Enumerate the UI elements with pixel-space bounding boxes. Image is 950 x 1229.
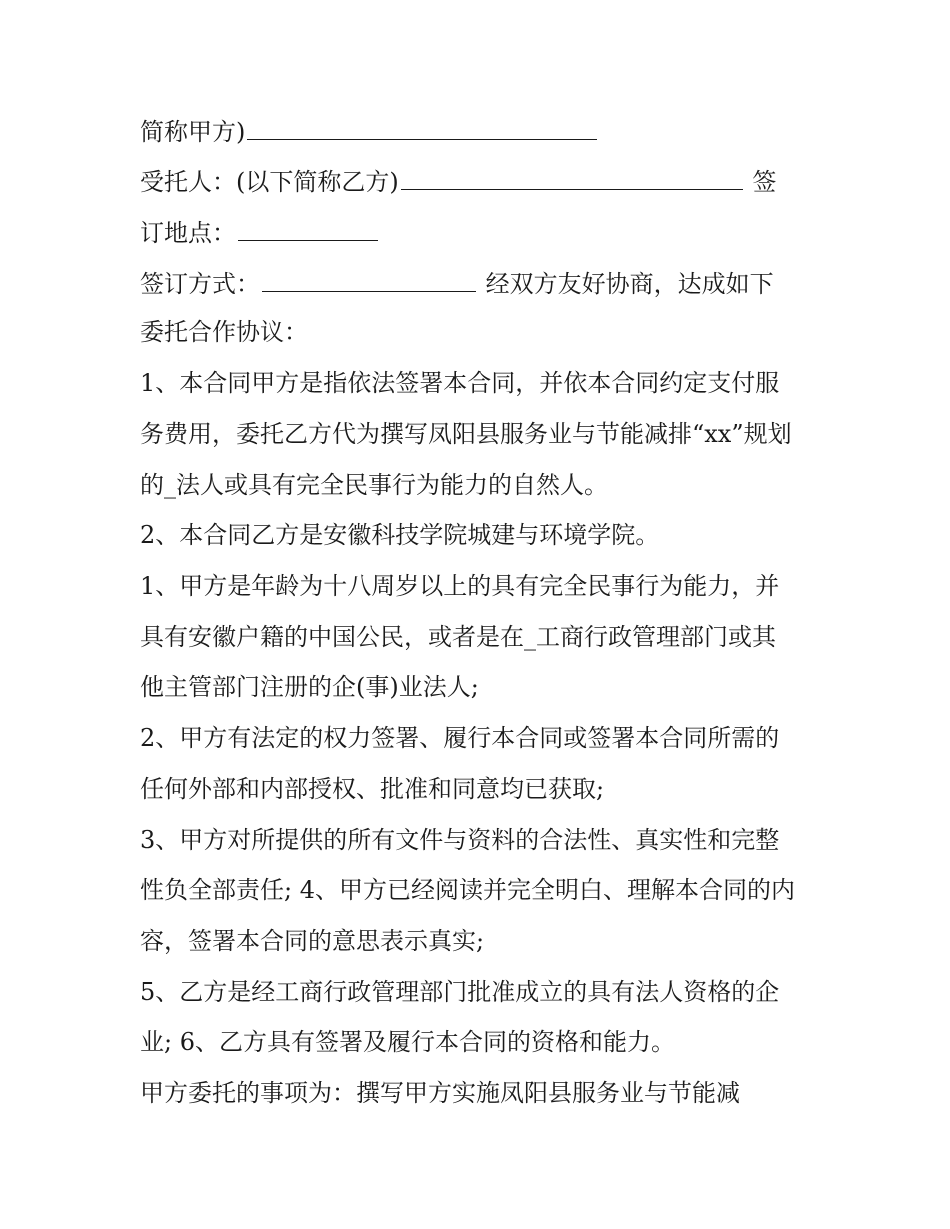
text-line-party-a-abbrev	[140, 115, 599, 147]
text-line-trustee	[140, 165, 776, 197]
text-segment: 签	[744, 168, 777, 196]
fill-in-blank	[401, 165, 743, 190]
text-line: 2、甲方有法定的权力签署、履行本合同或签署本合同所需的	[140, 724, 780, 752]
text-line: 的_法人或具有完全民事行为能力的自然人。	[140, 471, 608, 499]
fill-in-blank	[247, 115, 597, 140]
text-line: 务费用，委托乙方代为撰写凤阳县服务业与节能减排“xx”规划	[140, 420, 792, 448]
text-line: 2、本合同乙方是安徽科技学院城建与环境学院。	[140, 521, 660, 549]
text-line: 具有安徽户籍的中国公民，或者是在_工商行政管理部门或其	[140, 623, 776, 651]
text-line: 容，签署本合同的意思表示真实;	[140, 927, 485, 955]
text-line-signing-method	[140, 267, 774, 299]
text-line: 1、本合同甲方是指依法签署本合同，并依本合同约定支付服	[140, 369, 780, 397]
text-line: 3、甲方对所提供的所有文件与资料的合法性、真实性和完整	[140, 826, 780, 854]
text-segment: 经双方友好协商，达成如下	[478, 270, 774, 298]
text-line: 5、乙方是经工商行政管理部门批准成立的具有法人资格的企	[140, 978, 780, 1006]
text-line: 他主管部门注册的企(事)业法人;	[140, 673, 479, 701]
text-segment: 签订方式：	[140, 270, 260, 298]
fill-in-blank	[262, 267, 476, 292]
text-line: 1、甲方是年龄为十八周岁以上的具有完全民事行为能力，并	[140, 572, 780, 600]
text-line: 性负全部责任; 4、甲方已经阅读并完全明白、理解本合同的内	[140, 876, 795, 904]
text-line: 委托合作协议：	[140, 318, 308, 346]
text-segment: 简称甲方)	[140, 118, 246, 146]
text-segment: 订地点：	[140, 219, 236, 247]
text-segment: 受托人：(以下简称乙方)	[140, 168, 399, 196]
text-line: 甲方委托的事项为：撰写甲方实施凤阳县服务业与节能减	[140, 1079, 740, 1107]
fill-in-blank	[238, 216, 378, 241]
text-line: 任何外部和内部授权、批准和同意均已获取;	[140, 775, 605, 803]
text-line: 业; 6、乙方具有签署及履行本合同的资格和能力。	[140, 1028, 675, 1056]
text-line-signing-place	[140, 216, 380, 248]
